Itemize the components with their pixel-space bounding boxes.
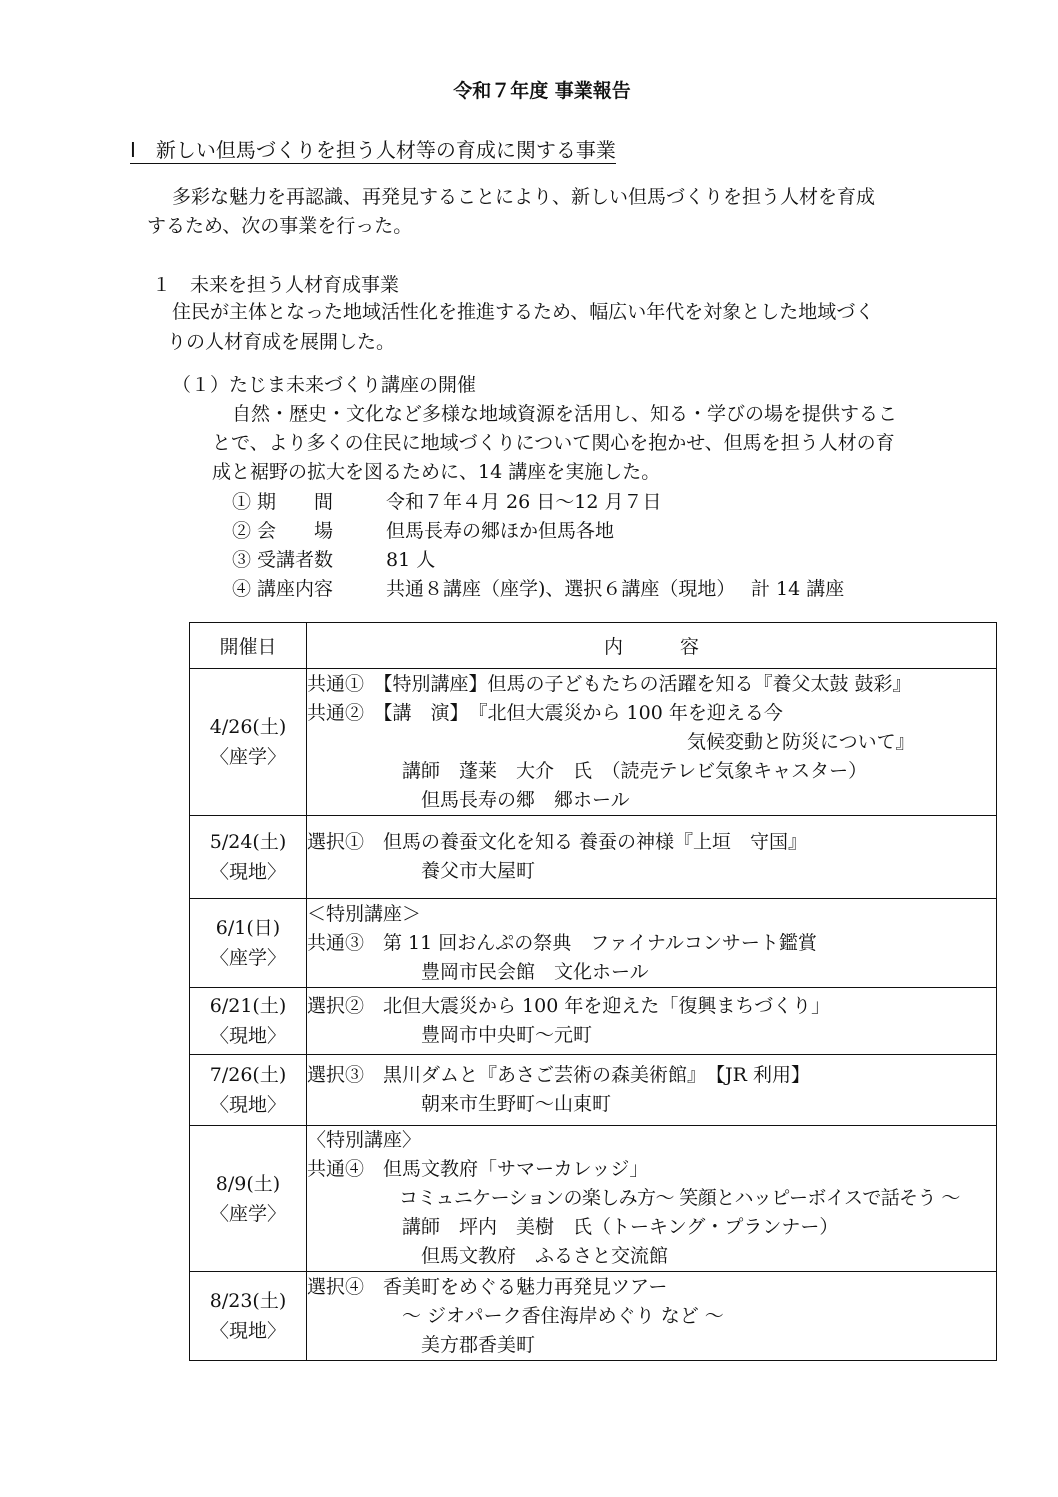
table-row: [190, 1272, 997, 1361]
row-line: 〈特別講座〉: [307, 1129, 422, 1151]
date-cell: [190, 1272, 307, 1361]
subsection-intro-line-1: 住民が主体となった地域活性化を推進するため、幅広い年代を対象とした地域づく: [172, 301, 875, 323]
item-body-line-2: とで、より多くの住民に地域づくりについて関心を抱かせ、但馬を担う人材の育: [212, 432, 895, 454]
table-row: [190, 1126, 997, 1272]
section-intro-line-2: するため、次の事業を行った。: [147, 215, 413, 237]
section-heading: Ⅰ 新しい但馬づくりを担う人材等の育成に関する事業: [130, 138, 616, 162]
detail-value-attendees: 81 人: [386, 549, 436, 571]
row-date: 7/26(土): [209, 1064, 287, 1086]
table-row: [190, 669, 997, 816]
date-cell: [190, 899, 307, 988]
row-date: 6/21(土): [209, 995, 287, 1017]
row-line: 気候変動と防災について』: [307, 730, 915, 753]
detail-label-period: ① 期 間: [232, 491, 334, 513]
row-line: 選択④ 香美町をめぐる魅力再発見ツアー: [307, 1275, 668, 1298]
item-body-line-3: 成と裾野の拡大を図るために、14 講座を実施した。: [212, 461, 661, 483]
row-date: 8/23(土): [209, 1290, 287, 1312]
row-line: 講師 坪内 美樹 氏（トーキング・プランナー）: [307, 1216, 839, 1238]
detail-value-venue: 但馬長寿の郷ほか但馬各地: [386, 520, 615, 542]
table-row: [190, 816, 997, 899]
row-line: 但馬文教府 ふるさと交流館: [307, 1245, 669, 1267]
item-heading: （１）たじま未来づくり講座の開催: [172, 374, 477, 396]
content-cell: [307, 816, 997, 899]
row-line: 養父市大屋町: [307, 860, 536, 882]
date-cell: [190, 816, 307, 899]
row-date: 6/1(日): [215, 917, 281, 939]
content-cell: [307, 669, 997, 816]
row-type: 〈現地〉: [209, 1094, 286, 1116]
date-cell: [190, 988, 307, 1055]
content-cell: [307, 1272, 997, 1361]
row-date: 8/9(土): [215, 1172, 281, 1195]
subsection-heading: １ 未来を担う人材育成事業: [152, 274, 400, 296]
detail-value-contents: 共通８講座（座学)、選択６講座（現地） 計 14 講座: [386, 578, 845, 600]
row-line: ＜特別講座＞: [307, 902, 422, 925]
row-type: 〈現地〉: [209, 1320, 286, 1342]
date-cell: [190, 1126, 307, 1272]
row-type: 〈座学〉: [209, 746, 286, 768]
detail-label-contents: ④ 講座内容: [232, 578, 334, 600]
date-cell: [190, 669, 307, 816]
row-line: ～ ジオパーク香住海岸めぐり など ～: [307, 1304, 724, 1327]
row-line: 共通③ 第 11 回おんぷの祭典 ファイナルコンサート鑑賞: [307, 931, 817, 954]
row-line: 講師 蓬莱 大介 氏 （読売テレビ気象キャスター）: [307, 759, 868, 782]
table-row: [190, 1055, 997, 1126]
row-line: 選択③ 黒川ダムと『あさご芸術の森美術館』 【JR 利用】: [307, 1064, 810, 1086]
subsection-intro-line-2: りの人材育成を展開した。: [167, 331, 396, 353]
date-cell: [190, 1055, 307, 1126]
row-type: 〈座学〉: [209, 1202, 286, 1225]
header-content: 内 容: [307, 623, 997, 669]
item-body-line-1: 自然・歴史・文化など多様な地域資源を活用し、知る・学びの場を提供するこ: [232, 403, 898, 425]
table-row: [190, 988, 997, 1055]
schedule-table: [189, 622, 997, 1361]
row-date: 5/24(土): [209, 831, 287, 853]
row-line: 選択① 但馬の養蚕文化を知る 養蚕の神様『上垣 守国』: [307, 831, 808, 853]
row-type: 〈座学〉: [209, 947, 286, 969]
content-cell: [307, 1126, 997, 1272]
row-line: 共通② 【講 演】 『北但大震災から 100 年を迎える今: [307, 701, 783, 724]
row-type: 〈現地〉: [209, 1025, 286, 1047]
header-date: 開催日: [190, 623, 307, 669]
row-type: 〈現地〉: [209, 861, 286, 883]
section-intro-line-1: 多彩な魅力を再認識、再発見することにより、新しい但馬づくりを担う人材を育成: [172, 186, 876, 208]
row-date: 4/26(土): [209, 716, 287, 738]
page-title: 令和７年度 事業報告: [453, 80, 631, 102]
content-cell: [307, 899, 997, 988]
detail-label-venue: ② 会 場: [232, 520, 334, 542]
row-line: 豊岡市民会館 文化ホール: [307, 960, 649, 983]
row-line: 豊岡市中央町～元町: [307, 1024, 593, 1046]
content-cell: [307, 1055, 997, 1126]
detail-label-attendees: ③ 受講者数: [232, 549, 334, 571]
table-row: [190, 899, 997, 988]
row-line: 共通④ 但馬文教府「サマーカレッジ」: [307, 1158, 649, 1180]
table-header-row: [190, 623, 997, 669]
row-line: 共通① 【特別講座】但馬の子どもたちの活躍を知る『養父太鼓 鼓彩』: [307, 672, 912, 695]
row-line: 美方郡香美町: [307, 1333, 536, 1356]
row-line: 但馬長寿の郷 郷ホール: [307, 788, 630, 811]
row-line: 朝来市生野町～山東町: [307, 1093, 612, 1115]
row-line: 選択② 北但大震災から 100 年を迎えた「復興まちづくり」: [307, 995, 831, 1017]
detail-value-period: 令和７年４月 26 日～12 月７日: [386, 491, 662, 513]
row-line: コミュニケーションの楽しみ方～ 笑顔とハッピーボイスで話そう ～: [307, 1187, 960, 1209]
content-cell: [307, 988, 997, 1055]
